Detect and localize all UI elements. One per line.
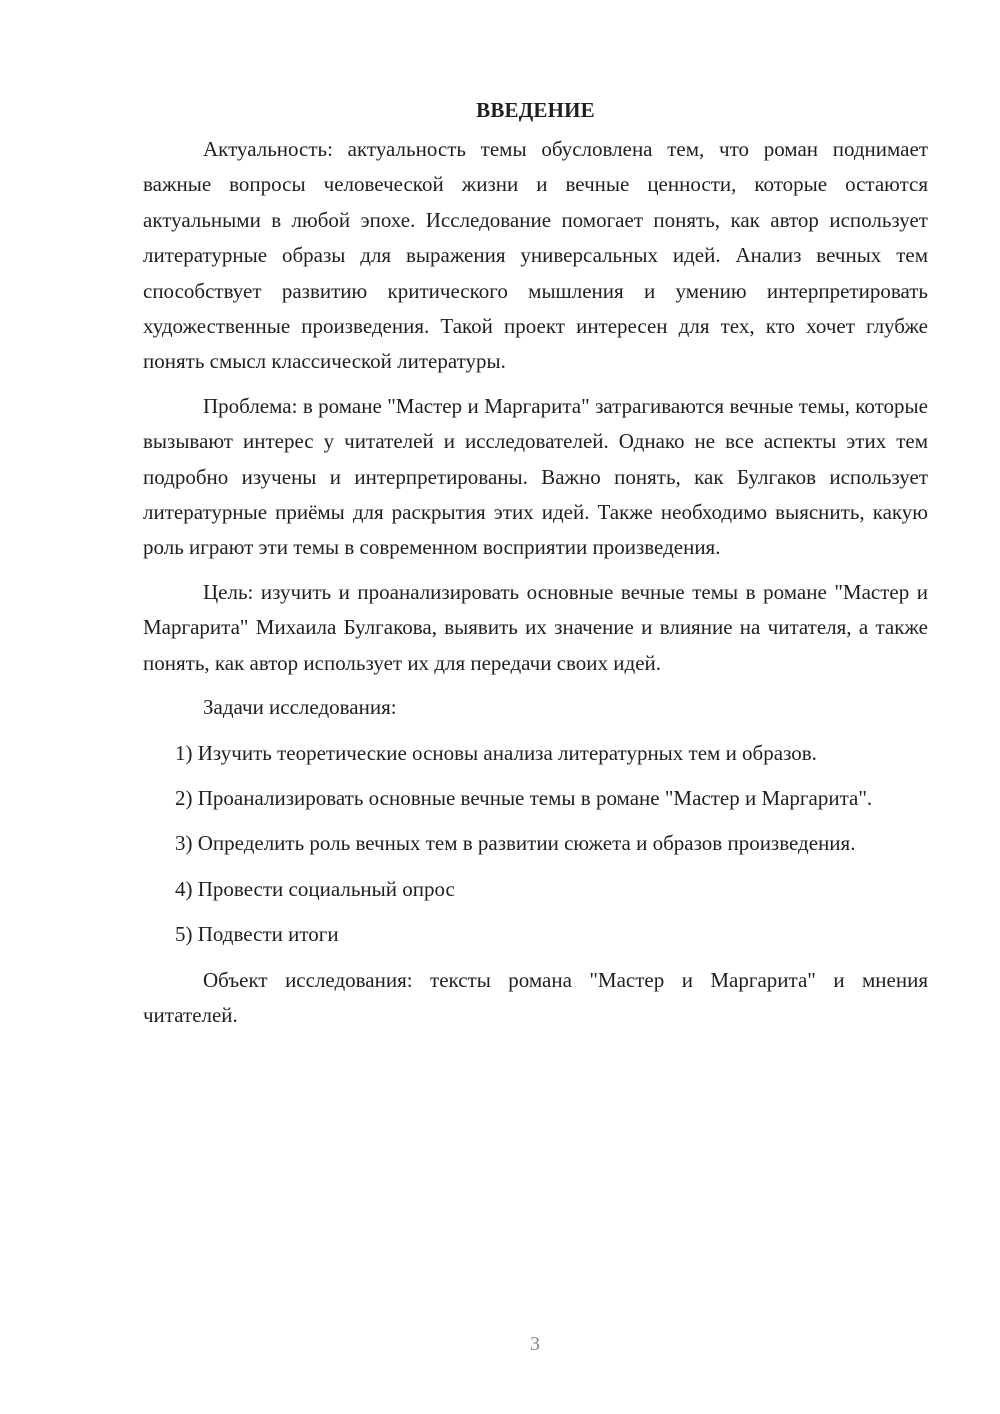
paragraph-goal: Цель: изучить и проанализировать основные вечные темы в романе "Мастер и Маргарита" Михаила Булгакова, выявить их значение и влияние на читателя, а также понять, как автор использует их для передачи своих идей. — [143, 579, 928, 675]
task-item: 1) Изучить теоретические основы анализа литературных тем и образов. — [175, 740, 817, 765]
paragraph-relevance: Актуальность: актуальность темы обусловлена тем, что роман поднимает важные вопросы человеческой жизни и вечные ценности, которые остаются актуальными в любой эпохе. Исследование помогает понять, как автор использует литературные образы для выражения универсальных идей. Анализ вечных тем способствует развитию критического мышления и умению интерпретировать художественные произведения. Такой проект интересен для тех, кто хочет глубже понять смысл классической литературы. — [143, 137, 928, 374]
page-number: 3 — [530, 1333, 540, 1355]
section-title: ВВЕДЕНИЕ — [476, 98, 595, 122]
task-item: 2) Проанализировать основные вечные темы в романе "Мастер и Маргарита". — [175, 785, 873, 810]
paragraph-object: Объект исследования: тексты романа "Мастер и Маргарита" и мнения читателей. — [143, 967, 928, 1027]
tasks-heading: Задачи исследования: — [203, 695, 397, 720]
page-content — [143, 88, 928, 1042]
paragraph-problem: Проблема: в романе "Мастер и Маргарита" затрагиваются вечные темы, которые вызывают интерес у читателей и исследователей. Однако не все аспекты этих тем подробно изучены и интерпретированы. Важно понять, как Булгаков использует литературные приёмы для раскрытия этих идей. Также необходимо выяснить, какую роль играют эти темы в современном восприятии произведения. — [143, 393, 928, 560]
task-item: 5) Подвести итоги — [175, 922, 339, 947]
task-item: 3) Определить роль вечных тем в развитии сюжета и образов произведения. — [175, 831, 856, 856]
task-item: 4) Провести социальный опрос — [175, 876, 455, 901]
